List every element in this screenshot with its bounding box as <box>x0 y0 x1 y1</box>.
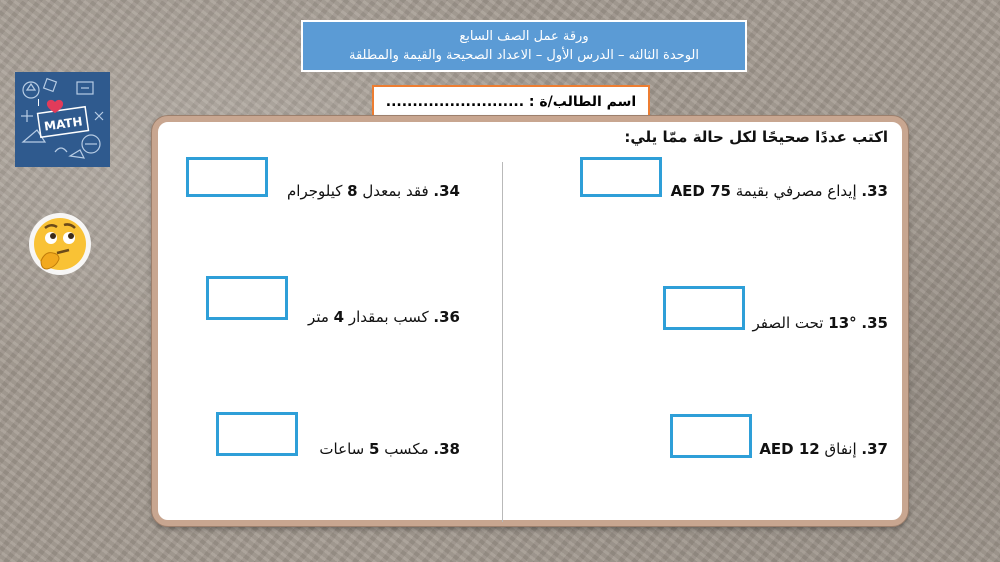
answer-box-38[interactable] <box>216 412 298 456</box>
svg-text:I: I <box>37 98 40 109</box>
worksheet-title-line2: الوحدة الثالثه – الدرس الأول – الاعداد الصحيحة والقيمة والمطلقة <box>349 48 699 63</box>
question-36: 36. كسب بمقدار 4 متر <box>308 308 460 326</box>
svg-text:MATH: MATH <box>43 114 84 134</box>
answer-box-36[interactable] <box>206 276 288 320</box>
question-38: 38. مكسب 5 ساعات <box>319 440 460 458</box>
answer-box-37[interactable] <box>670 414 752 458</box>
student-name-field[interactable]: اسم الطالب/ة : .......................... <box>372 85 650 119</box>
worksheet-title-line1: ورقة عمل الصف السابع <box>459 29 589 44</box>
answer-box-34[interactable] <box>186 157 268 197</box>
worksheet-card <box>152 116 908 526</box>
question-37: 37. إنفاق AED 12 <box>759 440 888 458</box>
question-35: 35. 13° تحت الصفر <box>752 314 888 332</box>
question-34: 34. فقد بمعدل 8 كيلوجرام <box>286 182 460 200</box>
math-logo-icon <box>15 72 110 167</box>
instruction-text: اكتب عددًا صحيحًا لكل حالة ممّا يلي: <box>624 128 888 146</box>
worksheet-title-banner <box>301 20 747 72</box>
question-33: 33. إيداع مصرفي بقيمة AED 75 <box>670 182 888 200</box>
answer-box-35[interactable] <box>663 286 745 330</box>
answer-box-33[interactable] <box>580 157 662 197</box>
column-divider <box>502 162 503 522</box>
thinking-face-icon <box>27 211 93 277</box>
